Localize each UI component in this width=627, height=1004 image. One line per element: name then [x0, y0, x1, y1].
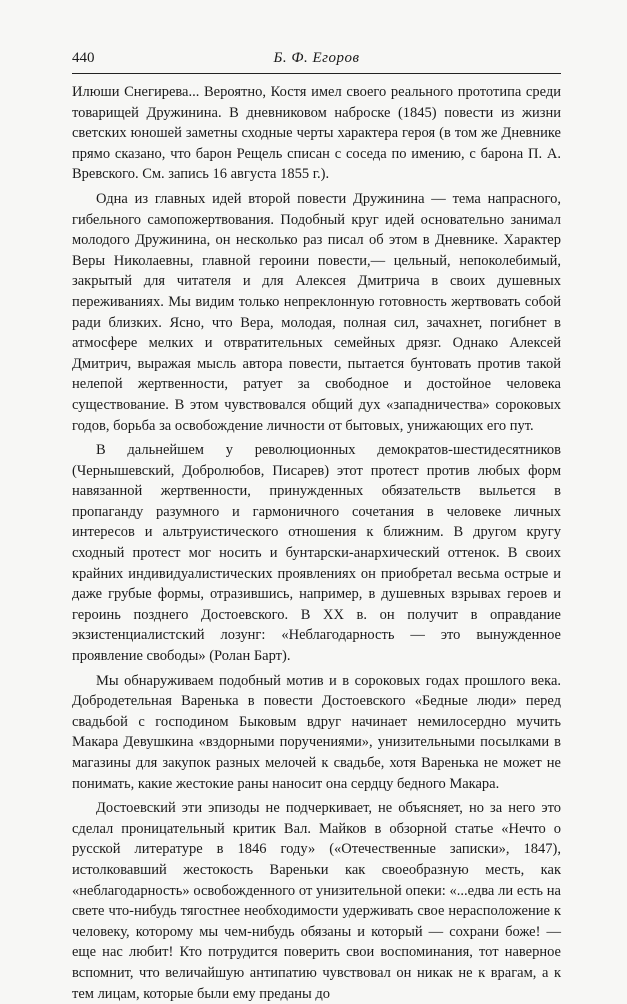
paragraph-5: Достоевский эти эпизоды не подчеркивает, не объясняет, но за него это сделал проницательный критик Вал. Майков в обзорной статье «Нечто о русской литературе в 1846 году» («Отечественные записки», 1847), истолковавший жестокость Вареньки как своеобразную месть, как «неблагодарность» освобожденного от унизительной опеки: «...едва ли есть на свете что-нибудь тягостнее необходимости удерживать свое нерасположение к человеку, которому мы чем-нибудь обязаны и который — сохрани боже! — еще нас любит! Кто потрудится поверить свои воспоминания, тот наверное вспомнит, что величайшую антипатию чувствовал он никак не к врагам, а к тем лицам, которые были ему преданы до: [72, 800, 561, 1002]
paragraph-4: Мы обнаруживаем подобный мотив и в сороковых годах прошлого века. Добродетельная Варенька в повести Достоевского «Бедные люди» перед свадьбой с господином Быковым вдруг начинает немилосердно мучить Макара Девушкина «вздорными поручениями», унизительными посылками в магазины для закупок разных мелочей к свадьбе, хотя Варенька не может не понимать, какие жестокие раны наносит она сердцу бедного Макара.: [72, 672, 561, 792]
page-number: 440: [72, 50, 95, 66]
paragraph-1: Илюши Снегирева... Вероятно, Костя имел своего реального прототипа среди товарищей Дружинина. В дневниковом наброске (1845) повести из жизни светских юношей заметны сходные черты характера героя (в том же Дневнике прямо сказано, что барон Рещель списан с соседа по имению, с барона П. А. Вревского. См. запись 16 августа 1855 г.).: [72, 84, 561, 183]
running-title: Б. Ф. Егоров: [273, 50, 360, 66]
header-rule: [72, 73, 561, 74]
page-body: [72, 82, 561, 1004]
page-header: [72, 50, 561, 72]
paragraph-2: Одна из главных идей второй повести Дружинина — тема напрасного, гибельного самопожертвования. Подобный круг идей основательно занимал молодого Дружинина, он несколько раз писал об этом в Дневнике. Характер Веры Николаевны, главной героини повести,— цельный, непоколебимый, закрытый для читателя и для Алексея Дмитрича в своих душевных переживаниях. Мы видим только непреклонную готовность жертвовать собой ради близких. Ясно, что Вера, молодая, полная сил, зачахнет, погибнет в атмосфере мелких и отвратительных семейных дрязг. Однако Алексей Дмитрич, выражая мысль автора повести, пытается бунтовать против такой нелепой жертвенности, ратует за свободное и достойное человека существование. В этом чувствовался общий дух «западничества» сороковых годов, борьба за освобождение личности от бытовых, унижающих его пут.: [72, 190, 561, 434]
paragraph-3: В дальнейшем у революционных демократов-шестидесятников (Чернышевский, Добролюбов, Писарев) этот протест против любых форм навязанной жертвенности, принужденных обязательств выльется в пропаганду разумного и гармоничного сочетания в человеке личных интересов и альтруистического отношения к ближним. В другом кругу сходный протест мог носить и бунтарски-анархический оттенок. В своих крайних индивидуалистических проявлениях он приобретал весьма острые и даже грубые формы, отразившись, например, в душевных взрывах героев и героинь позднего Достоевского. В XX в. он получит в оправдание экзистенциалистский лозунг: «Неблагодарность — это вынужденное проявление свободы» (Ролан Барт).: [72, 442, 561, 665]
